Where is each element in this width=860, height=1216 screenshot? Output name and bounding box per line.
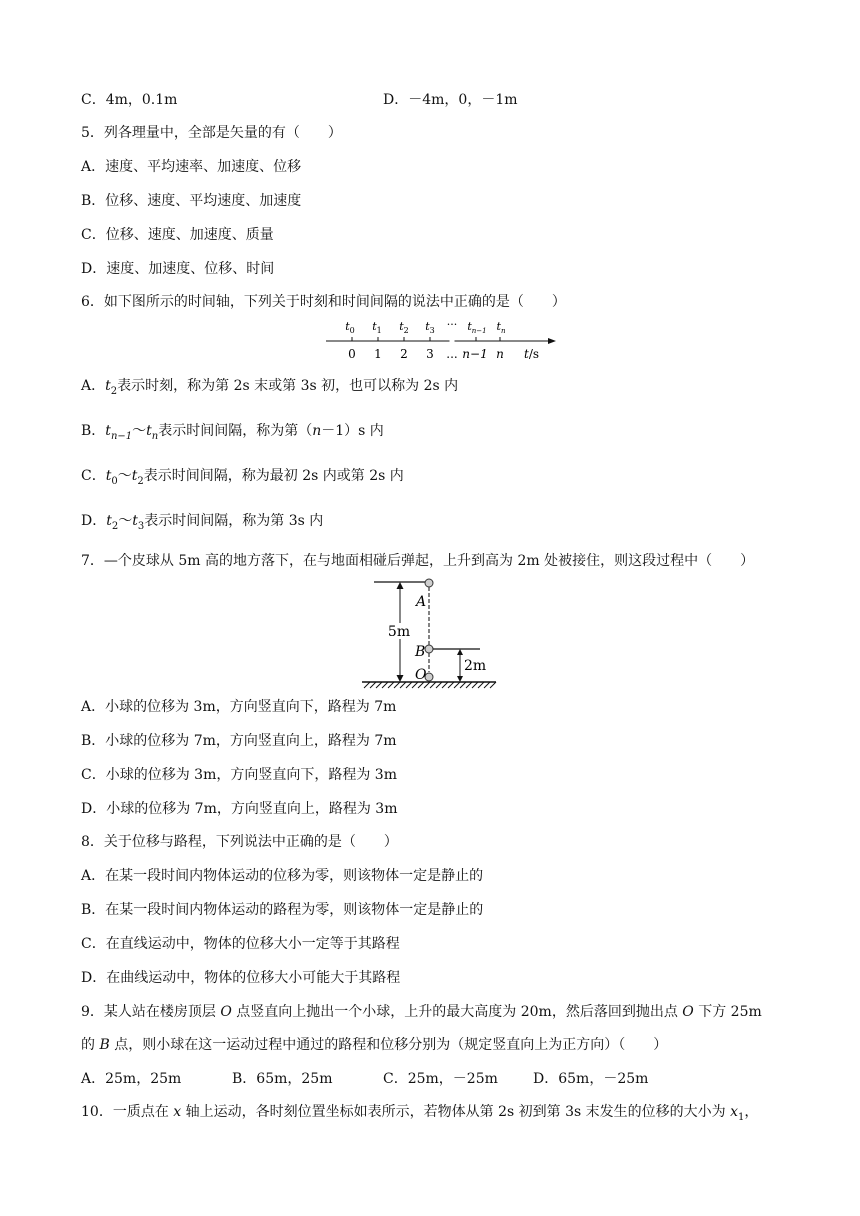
q6-option-c: C．$t_0\sim t_2$表示时间间隔，称为最初 2s 内或第 2s 内 bbox=[81, 468, 404, 487]
q7-stem: 7．—个皮球从 5m 高的地方落下，在与地面相碰后弹起，上升到高为 2m 处被接住，则这段过程中（ ） bbox=[81, 553, 755, 569]
label-5m: 5m bbox=[387, 624, 411, 640]
q5-option-a: A．速度、平均速率、加速度、位移 bbox=[81, 159, 302, 175]
q8-option-d: D．在曲线运动中，物体的位移大小可能大于其路程 bbox=[81, 970, 401, 986]
q6-stem: 6．如下图所示的时间轴，下列关于时刻和时间间隔的说法中正确的是（ ） bbox=[81, 294, 566, 310]
q9-stem-line2: 的 B 点，则小球在这一运动过程中通过的路程和位移分别为（规定竖直向上为正方向）（ ） bbox=[81, 1037, 668, 1053]
arrow-up-small-icon bbox=[457, 649, 463, 655]
arrow-up-icon bbox=[397, 582, 404, 589]
q5-option-c: C．位移、速度、加速度、质量 bbox=[81, 227, 274, 243]
q9-option-d: D．65m，－25m bbox=[533, 1071, 649, 1087]
top-label-tn: $t_n$ bbox=[496, 320, 506, 335]
q9-option-a: A．25m，25m bbox=[81, 1071, 182, 1087]
q7-option-b: B．小球的位移为 7m，方向竖直向上，路程为 7m bbox=[81, 733, 397, 749]
q8-stem: 8．关于位移与路程，下列说法中正确的是（ ） bbox=[81, 834, 398, 850]
q6-option-b: B．$t_{n-1}\sim t_n$表示时间间隔，称为第（n－1）s 内 bbox=[81, 423, 384, 442]
q7-option-d: D．小球的位移为 7m，方向竖直向上，路程为 3m bbox=[81, 801, 398, 817]
arrow-down-icon bbox=[397, 675, 404, 682]
top-label-t2: $t_2$ bbox=[399, 320, 409, 335]
q6-option-d: D．$t_2\sim t_3$表示时间间隔，称为第 3s 内 bbox=[81, 513, 324, 532]
label-2m: 2m bbox=[464, 658, 487, 674]
q9-stem-line1: 9．某人站在楼房顶层 O 点竖直向上抛出一个小球，上升的最大高度为 20m，然后落回到抛出点 O 下方 25m bbox=[81, 1004, 762, 1020]
label-a: A bbox=[416, 594, 427, 610]
tick-label-2: 2 bbox=[400, 347, 408, 361]
tick-label-1: 1 bbox=[374, 347, 382, 361]
q5-stem: 5．列各理量中，全部是矢量的有（ ） bbox=[81, 125, 342, 141]
ball-b bbox=[425, 645, 433, 653]
tick-label-n-1: n−1 bbox=[462, 347, 488, 361]
ball-a bbox=[425, 579, 433, 587]
tick-label-3: 3 bbox=[426, 347, 434, 361]
q10-stem-line1: 10．一质点在 x 轴上运动，各时刻位置坐标如表所示，若物体从第 2s 初到第 3s 末发生的位移的大小为 $x_1$， bbox=[81, 1104, 759, 1123]
axis-unit-label: t/s bbox=[524, 347, 540, 361]
arrow-down-small-icon bbox=[457, 676, 463, 682]
tick-label-dots: ... bbox=[446, 347, 458, 361]
tick-label-0: 0 bbox=[348, 347, 356, 361]
q8-option-b: B．在某一段时间内物体运动的路程为零，则该物体一定是静止的 bbox=[81, 902, 484, 918]
q5-option-b: B．位移、速度、平均速度、加速度 bbox=[81, 193, 302, 209]
q7-option-c: C．小球的位移为 3m，方向竖直向下，路程为 3m bbox=[81, 767, 397, 783]
q4-option-c: C．4m，0.1m bbox=[81, 92, 178, 108]
top-label-t3: $t_3$ bbox=[425, 320, 435, 335]
q6-option-a: A．$t_2$表示时刻，称为第 2s 末或第 3s 初，也可以称为 2s 内 bbox=[81, 378, 459, 397]
q4-option-d: D．－4m，0，－1m bbox=[383, 92, 518, 108]
arrowhead-icon bbox=[548, 338, 556, 344]
label-o: O bbox=[415, 667, 427, 683]
q9-option-c: C．25m，－25m bbox=[383, 1071, 498, 1087]
time-axis-figure bbox=[320, 316, 560, 364]
q8-option-c: C．在直线运动中，物体的位移大小一定等于其路程 bbox=[81, 936, 400, 952]
q8-option-a: A．在某一段时间内物体运动的位移为零，则该物体一定是静止的 bbox=[81, 868, 484, 884]
label-b: B bbox=[415, 644, 426, 660]
q7-option-a: A．小球的位移为 3m，方向竖直向下，路程为 7m bbox=[81, 699, 397, 715]
top-label-tn-1: $t_{n-1}$ bbox=[467, 320, 487, 335]
q9-option-b: B．65m，25m bbox=[232, 1071, 333, 1087]
q5-option-d: D．速度、加速度、位移、时间 bbox=[81, 261, 275, 277]
top-label-t0: $t_0$ bbox=[345, 320, 355, 335]
bounce-ball-figure bbox=[360, 574, 500, 690]
top-label-t1: $t_1$ bbox=[372, 320, 382, 335]
top-label-dots: ··· bbox=[446, 318, 458, 331]
ground-hatching bbox=[364, 682, 496, 688]
tick-label-n: n bbox=[496, 347, 504, 361]
